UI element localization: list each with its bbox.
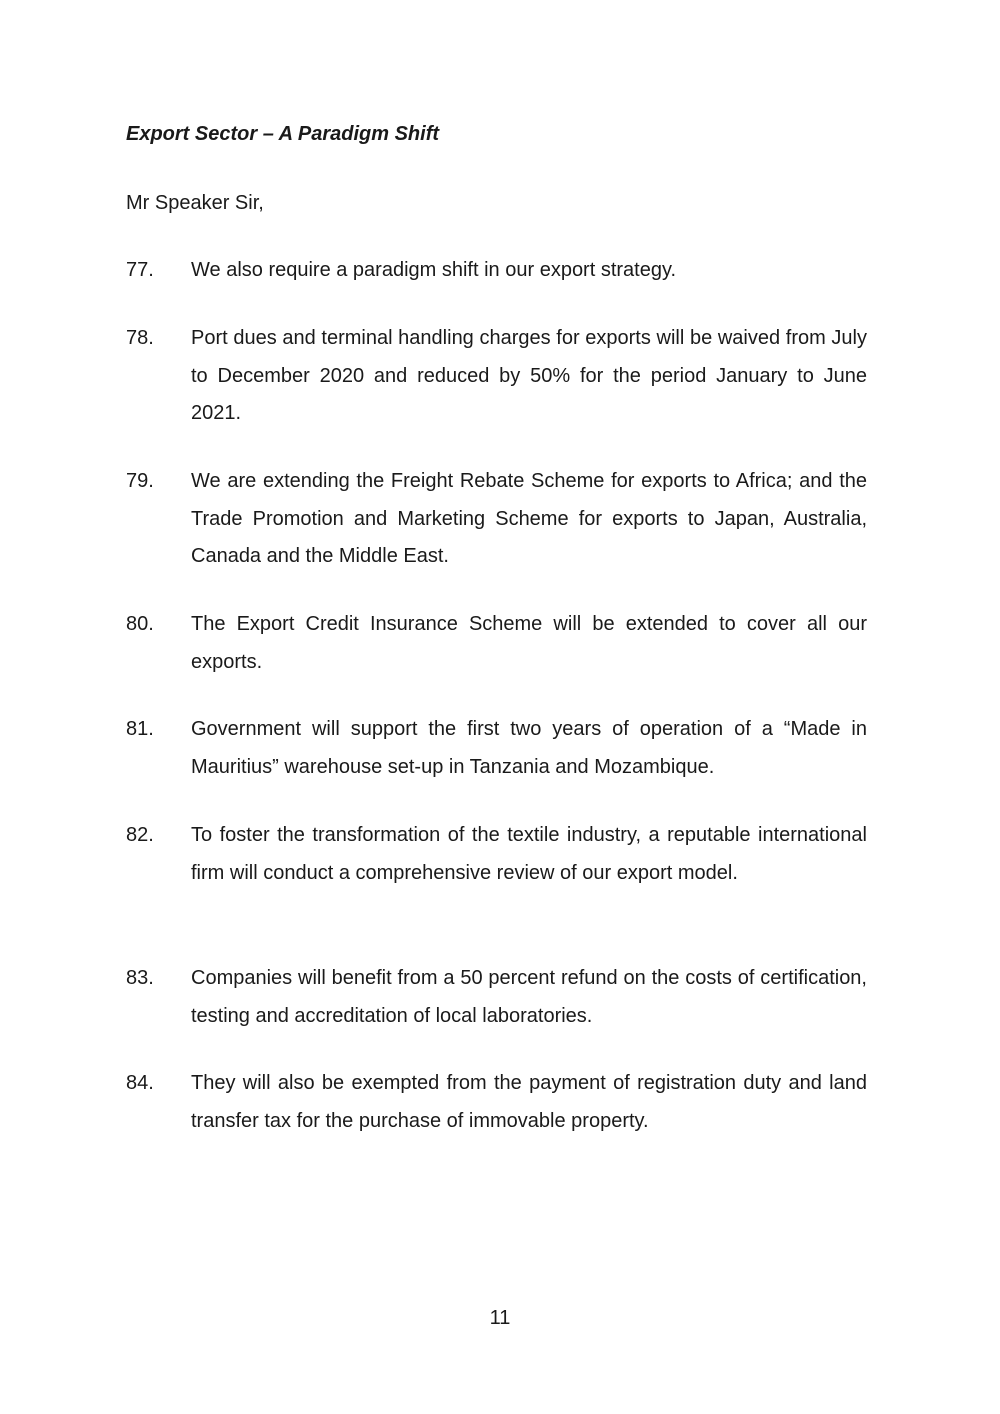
paragraph-text: We are extending the Freight Rebate Scheme for exports to Africa; and the Trade Promotion and Marketing Scheme for exports to Japan, Australia, Canada and the Middle East. [191,470,867,567]
paragraph-number: 84. [126,1072,154,1094]
paragraph-number: 83. [126,967,154,989]
paragraph-78 [126,320,867,433]
paragraph-text: To foster the transformation of the textile industry, a reputable international firm will conduct a comprehensive review of our export model. [191,824,867,884]
paragraph-text: Government will support the first two years of operation of a “Made in Mauritius” warehouse set-up in Tanzania and Mozambique. [191,718,867,778]
paragraph-number: 78. [126,327,154,349]
salutation: Mr Speaker Sir, [126,192,264,214]
paragraph-79 [126,463,867,576]
section-heading: Export Sector – A Paradigm Shift [126,123,440,145]
paragraph-number: 82. [126,824,154,846]
paragraph-text: Port dues and terminal handling charges for exports will be waived from July to December 2020 and reduced by 50% for the period January to June 2021. [191,327,867,424]
paragraph-81 [126,711,867,786]
paragraph-number: 79. [126,470,154,492]
paragraph-77 [126,252,867,290]
paragraph-number: 80. [126,613,154,635]
paragraph-number: 81. [126,718,154,740]
paragraph-80 [126,606,867,681]
paragraph-84 [126,1065,867,1140]
paragraph-82 [126,817,867,892]
paragraph-83 [126,960,867,1035]
page-number: 11 [489,1307,511,1329]
paragraph-text: They will also be exempted from the payment of registration duty and land transfer tax for the purchase of immovable property. [191,1072,867,1132]
paragraph-text: We also require a paradigm shift in our export strategy. [191,259,677,281]
paragraph-text: The Export Credit Insurance Scheme will be extended to cover all our exports. [191,613,867,673]
paragraph-text: Companies will benefit from a 50 percent refund on the costs of certification, testing and accreditation of local laboratories. [191,967,867,1027]
paragraph-number: 77. [126,259,154,281]
